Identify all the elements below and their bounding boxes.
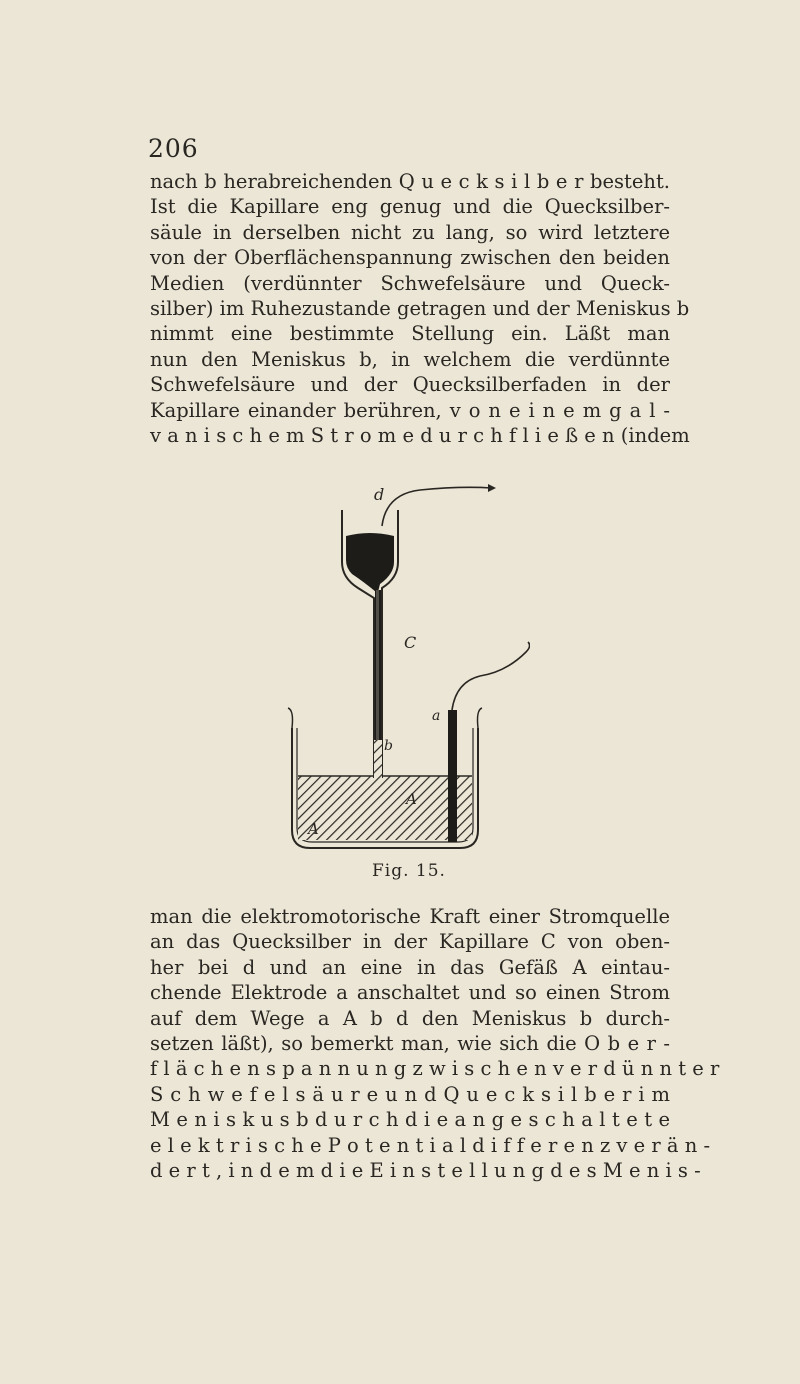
text-line: S c h w e f e l s ä u r e u n d Q u e c k s i l b e r i m (150, 1082, 670, 1106)
text-line: auf dem Wege a A b d den Meniskus b durch- (150, 1006, 670, 1030)
text-line: nun den Meniskus b, in welchem die verdünnte (150, 347, 670, 371)
text-line: e l e k t r i s c h e P o t e n t i a l d i f f e r e n z v e r ä n - (150, 1133, 711, 1157)
figure-caption: Fig. 15. (372, 861, 446, 881)
text-line: M e n i s k u s b d u r c h d i e a n g e s c h a l t e t e (150, 1108, 670, 1132)
label-a: a (432, 708, 441, 724)
text-line: nach b herabreichenden Q u e c k s i l b e r besteht. (150, 170, 670, 193)
label-A-right: A (406, 790, 417, 808)
text-line: Medien (verdünnter Schwefelsäure und Queck- (150, 271, 670, 295)
text-line: Kapillare einander berühren, v o n e i n e m g a l - (150, 398, 670, 422)
wire-a (452, 642, 530, 710)
label-b: b (384, 738, 393, 754)
text-line: Schwefelsäure und der Quecksilberfaden in der (150, 373, 670, 397)
page-number: 206 (148, 134, 199, 163)
text-line: von der Oberflächenspannung zwischen den beiden (150, 246, 670, 270)
reservoir-mercury (346, 533, 394, 608)
text-line: d e r t , i n d e m d i e E i n s t e l l u n g d e s M e n i s - (150, 1159, 701, 1183)
text-line: an das Quecksilber in der Kapillare C von oben- (150, 930, 670, 954)
text-line: man die elektromotorische Kraft einer Stromquelle (150, 905, 670, 928)
figure-15-apparatus (270, 470, 530, 880)
label-d: d (374, 485, 385, 504)
text-line: Ist die Kapillare eng genug und die Quecksilber- (150, 195, 670, 219)
text-line: v a n i s c h e m S t r o m e d u r c h f l i e ß e n (indem (150, 424, 690, 448)
text-line: her bei d und an eine in das Gefäß A eintau- (150, 955, 670, 979)
vessel-mercury (298, 776, 472, 840)
text-line: nimmt eine bestimmte Stellung ein. Läßt man (150, 322, 670, 346)
paragraph-2 (150, 904, 720, 1183)
capillary-electrometer-diagram (270, 470, 530, 880)
electrode-a (448, 710, 457, 842)
label-A-left: A (308, 820, 319, 838)
text-line: silber) im Ruhezustande getragen und der Meniskus b (150, 297, 690, 321)
text-line: setzen läßt), so bemerkt man, wie sich die O b e r - (150, 1032, 670, 1056)
paragraph-1 (150, 169, 690, 448)
text-line: f l ä c h e n s p a n n u n g z w i s c h e n v e r d ü n n t e r (150, 1057, 720, 1081)
text-line: säule in derselben nicht zu lang, so wird letztere (150, 220, 670, 244)
text-line: chende Elektrode a anschaltet und so einen Strom (150, 981, 670, 1005)
label-c: C (404, 633, 417, 652)
